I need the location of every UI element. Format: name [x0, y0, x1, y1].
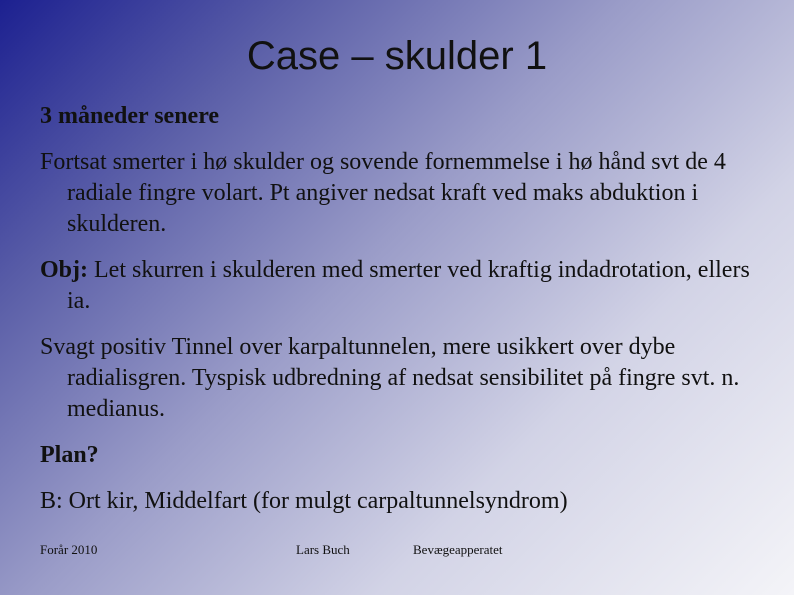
- objective-label: Obj:: [40, 257, 88, 283]
- tinnel-paragraph: Svagt positiv Tinnel over karpaltunnelen, mere usikkert over dybe radialisgren. Tyspisk udbredning af nedsat sensibilitet på fingre svt. n. medianus.: [40, 334, 740, 422]
- plan-heading: Plan?: [40, 442, 99, 468]
- referral-paragraph: B: Ort kir, Middelfart (for mulgt carpaltunnelsyndrom): [40, 488, 568, 514]
- footer-author: Lars Buch: [296, 542, 350, 557]
- slide-title: Case – skulder 1: [246, 34, 548, 78]
- heading-three-months-later: 3 måneder senere: [40, 103, 220, 129]
- slide-body: [40, 101, 760, 517]
- history-paragraph: Fortsat smerter i hø skulder og sovende fornemmelse i hø hånd svt de 4 radiale fingre volart. Pt angiver nedsat kraft ved maks abduktion i skulderen.: [40, 149, 726, 237]
- objective-text: Let skurren i skulderen med smerter ved kraftig indadrotation, ellers ia.: [67, 257, 750, 314]
- footer-topic: Bevægeapperatet: [413, 542, 503, 557]
- objective-paragraph: [40, 255, 760, 317]
- footer-date: Forår 2010: [40, 542, 98, 557]
